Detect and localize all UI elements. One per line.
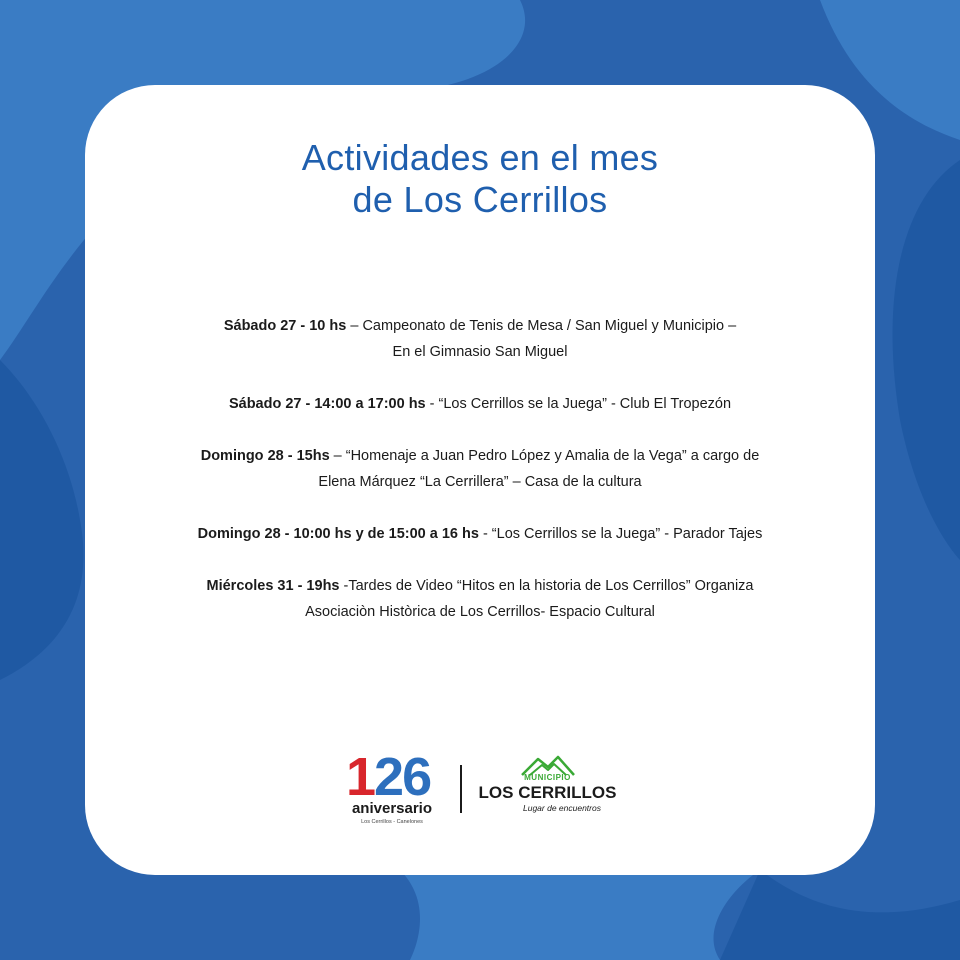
event-when: Sábado 27 - 14:00 a 17:00 hs (228, 396, 426, 412)
event-description-cont: Elena Márquez “La Cerrillera” – Casa de la cultura (318, 474, 642, 490)
event-when: Sábado 27 - 10 hs (223, 318, 347, 334)
event-when: Domingo 28 - 10:00 hs y de 15:00 a 16 hs (197, 526, 479, 542)
anniversary-digit: 2 (374, 747, 403, 807)
event-item (125, 391, 835, 417)
anniversary-number (346, 747, 431, 807)
municipio-logo (475, 755, 620, 827)
event-item (125, 313, 835, 365)
event-description-cont: Asociaciòn Històrica de Los Cerrillos- Espacio Cultural (305, 604, 655, 620)
event-list (125, 313, 835, 651)
event-description: – Campeonato de Tenis de Mesa / San Miguel y Municipio – (346, 318, 737, 334)
anniversary-word: aniversario (351, 800, 433, 817)
event-description: -Tardes de Video “Hitos en la historia de Los Cerrillos” Organiza (339, 578, 754, 594)
municipio-label: MUNICIPIO (524, 773, 571, 782)
municipio-tagline: Lugar de encuentros (523, 803, 601, 813)
page-title (85, 137, 875, 221)
anniversary-digit: 6 (402, 747, 431, 807)
event-description: - “Los Cerrillos se la Juega” - Parador Tajes (478, 526, 763, 542)
content-card (85, 85, 875, 875)
logo-divider (460, 765, 462, 813)
event-item (125, 573, 835, 625)
event-description-cont: En el Gimnasio San Miguel (392, 344, 568, 360)
municipio-name: LOS CERRILLOS (478, 783, 617, 802)
event-when: Miércoles 31 - 19hs (206, 578, 340, 594)
title-line-2: de Los Cerrillos (352, 179, 608, 220)
event-when: Domingo 28 - 15hs (200, 448, 330, 464)
event-item (125, 443, 835, 495)
event-item (125, 521, 835, 547)
anniversary-subtitle: Los Cerrillos - Canelones (361, 819, 423, 825)
title-line-1: Actividades en el mes (301, 137, 659, 178)
anniversary-digit: 1 (346, 747, 375, 807)
footer-logos (340, 747, 630, 830)
anniversary-logo (340, 747, 450, 830)
event-description: – “Homenaje a Juan Pedro López y Amalia de la Vega” a cargo de (329, 448, 760, 464)
event-description: - “Los Cerrillos se la Juega” - Club El Tropezón (425, 396, 732, 412)
